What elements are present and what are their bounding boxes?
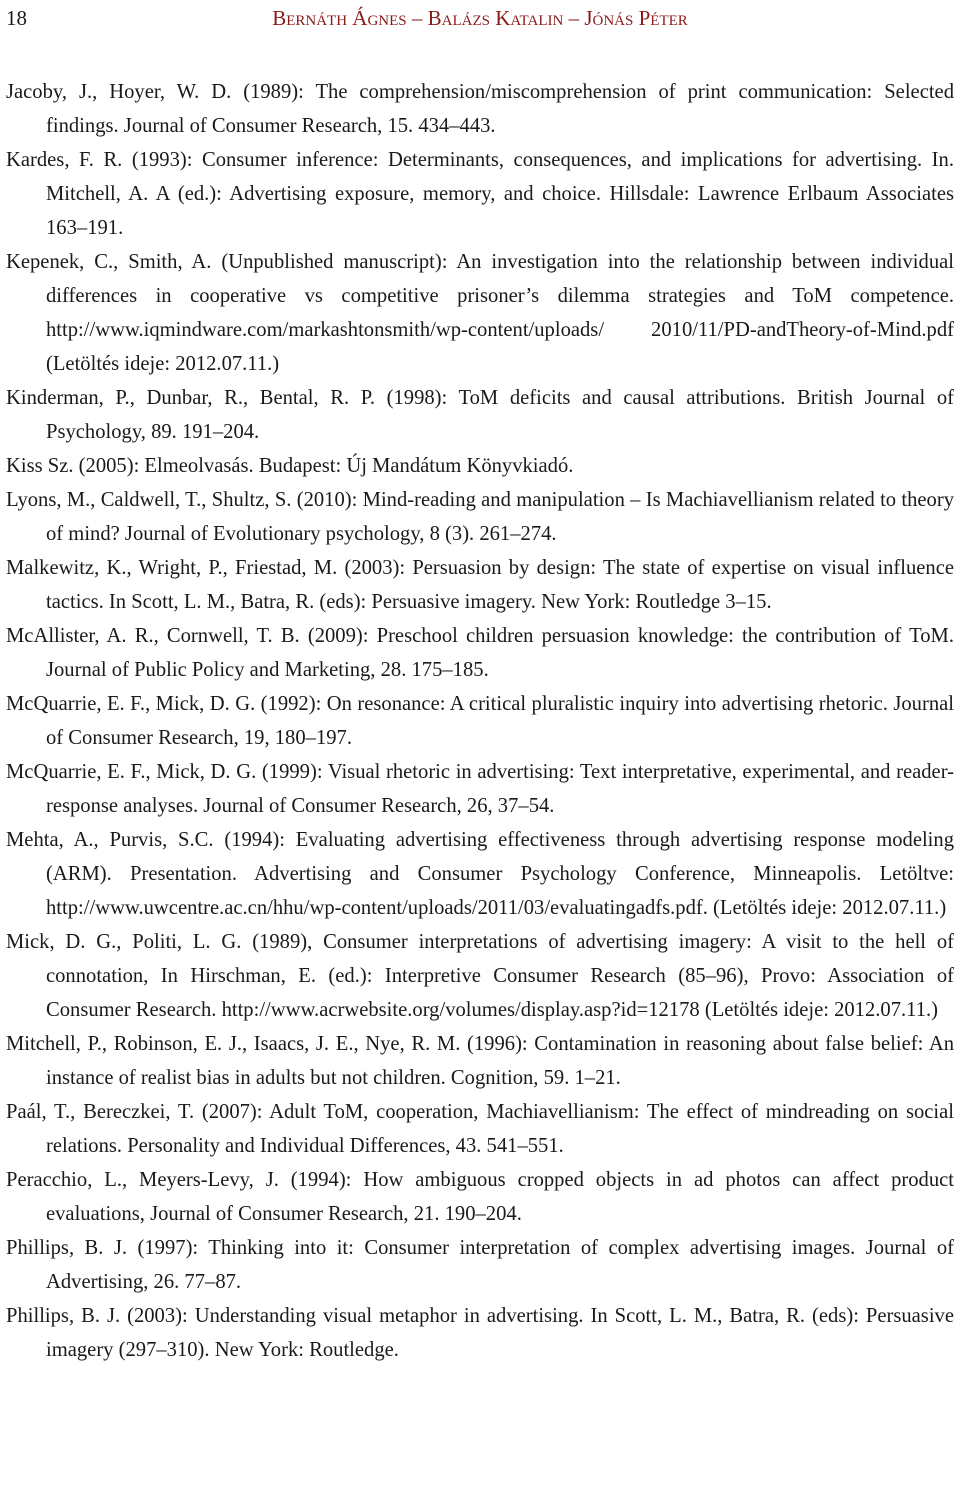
reference-mcallister-2009: McAllister, A. R., Cornwell, T. B. (2009): Preschool children persuasion knowledge: the contribution of ToM. Journal of Public Policy and Marketing, 28. 175–185.	[6, 625, 954, 681]
reference-lyons-2010: Lyons, M., Caldwell, T., Shultz, S. (2010): Mind-reading and manipulation – Is Machiavellianism related to theory of mind? Journal of Evolutionary psychology, 8 (3). 261–274.	[6, 489, 954, 545]
reference-kepenek-smith: Kepenek, C., Smith, A. (Unpublished manuscript): An investigation into the relationship between individual differences in cooperative vs competitive prisoner’s dilemma strategies and ToM competence. http://www.iqmindware.com/markashtonsmith/wp-content/uploads/ 2010/11/PD-andTheory-of-Mind.pdf (Letöltés ideje: 2012.07.11.)	[6, 251, 954, 375]
reference-phillips-2003: Phillips, B. J. (2003): Understanding visual metaphor in advertising. In Scott, L. M., Batra, R. (eds): Persuasive imagery (297–310). New York: Routledge.	[6, 1305, 954, 1361]
reference-mcquarrie-1992: McQuarrie, E. F., Mick, D. G. (1992): On resonance: A critical pluralistic inquiry into advertising rhetoric. Journal of Consumer Research, 19, 180–197.	[6, 693, 954, 749]
reference-mick-1989: Mick, D. G., Politi, L. G. (1989), Consumer interpretations of advertising imagery: A visit to the hell of connotation, In Hirschman, E. (ed.): Interpretive Consumer Research (85–96), Provo: Association of Consumer Research. http://www.acrwebsite.org/volumes/display.asp?id=12178 (Letöltés ideje: 2012.07.11.)	[6, 931, 954, 1021]
reference-mitchell-1996: Mitchell, P., Robinson, E. J., Isaacs, J. E., Nye, R. M. (1996): Contamination in reasoning about false belief: An instance of realist bias in adults but not children. Cognition, 59. 1–21.	[6, 1033, 954, 1089]
reference-paal-2007: Paál, T., Bereczkei, T. (2007): Adult ToM, cooperation, Machiavellianism: The effect of mindreading on social relations. Personality and Individual Differences, 43. 541–551.	[6, 1101, 954, 1157]
reference-kiss-2005: Kiss Sz. (2005): Elmeolvasás. Budapest: Új Mandátum Könyvkiadó.	[6, 455, 574, 477]
reference-kinderman-1998: Kinderman, P., Dunbar, R., Bental, R. P. (1998): ToM deficits and causal attributions. British Journal of Psychology, 89. 191–204.	[6, 387, 954, 443]
reference-peracchio-1994: Peracchio, L., Meyers-Levy, J. (1994): How ambiguous cropped objects in ad photos can affect product evaluations, Journal of Consumer Research, 21. 190–204.	[6, 1169, 954, 1225]
reference-mehta-1994: Mehta, A., Purvis, S.C. (1994): Evaluating advertising effectiveness through advertising response modeling (ARM). Presentation. Advertising and Consumer Psychology Conference, Minneapolis. Letöltve: http://www.uwcentre.ac.cn/hhu/wp-content/uploads/2011/03/evaluatingadfs.pdf. (Letöltés ideje: 2012.07.11.)	[6, 829, 954, 919]
page-header	[6, 2, 954, 34]
reference-malkewitz-2003: Malkewitz, K., Wright, P., Friestad, M. (2003): Persuasion by design: The state of expertise on visual influence tactics. In Scott, L. M., Batra, R. (eds): Persuasive imagery. New York: Routledge 3–15.	[6, 557, 954, 613]
reference-phillips-1997: Phillips, B. J. (1997): Thinking into it: Consumer interpretation of complex advertising images. Journal of Advertising, 26. 77–87.	[6, 1237, 954, 1293]
reference-list	[6, 75, 954, 1367]
reference-mcquarrie-1999: McQuarrie, E. F., Mick, D. G. (1999): Visual rhetoric in advertising: Text interpretative, experimental, and reader-response analyses. Journal of Consumer Research, 26, 37–54.	[6, 761, 954, 817]
reference-kardes-1993: Kardes, F. R. (1993): Consumer inference: Determinants, consequences, and implications for advertising. In. Mitchell, A. A (ed.): Advertising exposure, memory, and choice. Hillsdale: Lawrence Erlbaum Associates 163–191.	[6, 149, 954, 239]
reference-jacoby-1989: Jacoby, J., Hoyer, W. D. (1989): The comprehension/miscomprehension of print communication: Selected findings. Journal of Consumer Research, 15. 434–443.	[6, 81, 954, 137]
running-title-authors: Bernáth Ágnes – Balázs Katalin – Jónás Péter	[272, 6, 688, 30]
page-number: 18	[6, 6, 27, 30]
